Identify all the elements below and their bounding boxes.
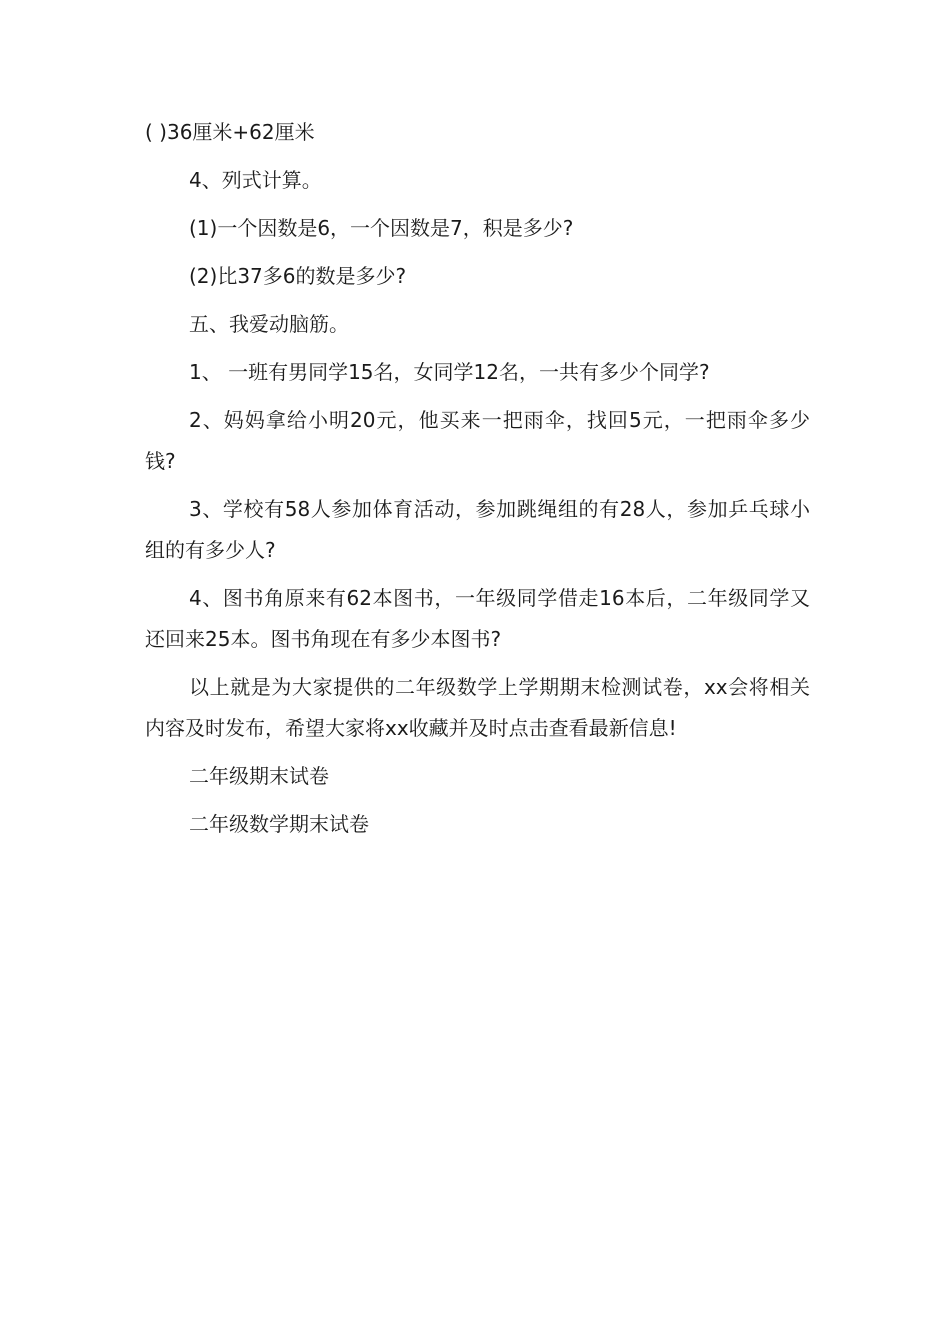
paragraph-question-fill-blank: ( )36厘米+62厘米 bbox=[145, 120, 315, 144]
paragraph-word-problem-3: 3、学校有58人参加体育活动，参加跳绳组的有28人，参加乒乓球小组的有多少人? bbox=[145, 497, 810, 562]
paragraph-section-calc-heading: 4、列式计算。 bbox=[189, 168, 322, 192]
paragraph-calc-q2: (2)比37多6的数是多少? bbox=[189, 264, 407, 288]
paragraph-tag-1: 二年级期末试卷 bbox=[189, 764, 329, 788]
document-body bbox=[145, 112, 810, 852]
paragraph-word-problem-4: 4、图书角原来有62本图书，一年级同学借走16本后，二年级同学又还回来25本。图书角现在有多少本图书? bbox=[145, 586, 810, 651]
paragraph-word-problem-1: 1、 一班有男同学15名，女同学12名，一共有多少个同学? bbox=[189, 360, 710, 384]
paragraph-word-problem-2: 2、妈妈拿给小明20元，他买来一把雨伞，找回5元，一把雨伞多少钱? bbox=[145, 408, 810, 473]
paragraph-section-five-heading: 五、我爱动脑筋。 bbox=[189, 312, 349, 336]
paragraph-calc-q1: (1)一个因数是6，一个因数是7，积是多少? bbox=[189, 216, 574, 240]
paragraph-closing-note: 以上就是为大家提供的二年级数学上学期期末检测试卷，xx会将相关内容及时发布，希望大家将xx收藏并及时点击查看最新信息! bbox=[145, 675, 810, 740]
paragraph-tag-2: 二年级数学期末试卷 bbox=[189, 812, 369, 836]
